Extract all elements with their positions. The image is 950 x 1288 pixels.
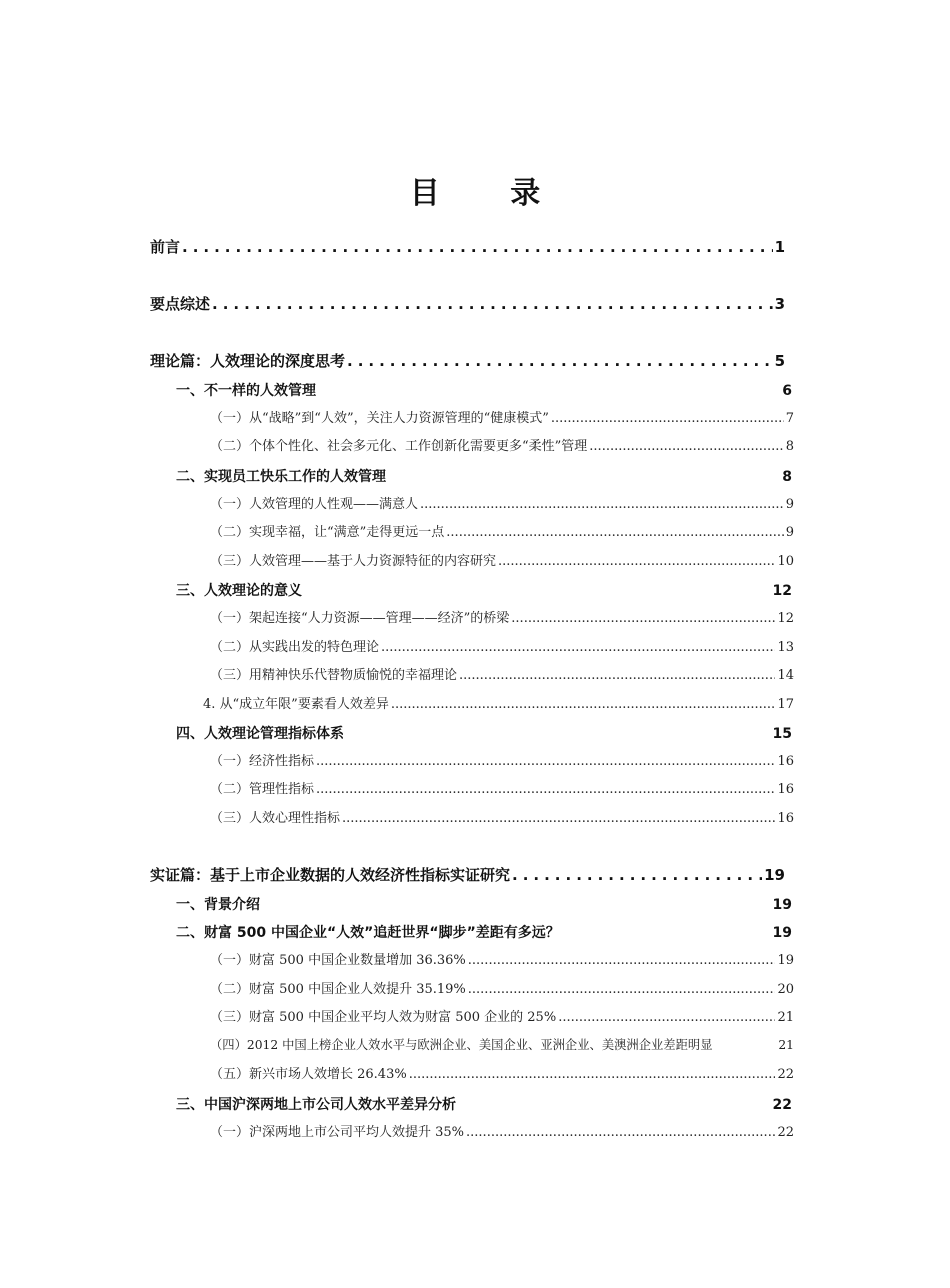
toc-entry-subsection[interactable] bbox=[210, 435, 794, 454]
toc-entry-label: 要点综述 bbox=[150, 295, 211, 313]
toc-page-number: 12 bbox=[777, 611, 794, 626]
toc-entry-label: 实证篇：基于上市企业数据的人效经济性指标实证研究 bbox=[150, 866, 511, 884]
leader-dots bbox=[409, 1067, 776, 1082]
toc-page-number: 19 bbox=[772, 925, 792, 941]
toc-page-number: 9 bbox=[785, 525, 794, 540]
toc-page-number: 3 bbox=[774, 295, 785, 313]
toc-entry-label: （三）财富 500 中国企业平均人效为财富 500 企业的 25% bbox=[210, 1010, 557, 1025]
leader-dots bbox=[420, 497, 784, 512]
toc-page-number: 9 bbox=[785, 497, 794, 512]
toc-page-number: 22 bbox=[777, 1125, 794, 1140]
leader-dots bbox=[551, 411, 784, 426]
toc-page-number: 21 bbox=[778, 1038, 794, 1052]
toc-entry-subsection[interactable] bbox=[210, 949, 794, 968]
toc-entry-label: （三）用精神快乐代替物质愉悦的幸福理论 bbox=[210, 668, 458, 683]
toc-page-number: 5 bbox=[774, 352, 785, 370]
toc-page-number: 14 bbox=[777, 668, 794, 683]
toc-page-number: 8 bbox=[782, 469, 792, 485]
toc-entry-label: 三、中国沪深两地上市公司人效水平差异分析 bbox=[176, 1097, 456, 1113]
toc-entry-label: （一）架起连接“人力资源——管理——经济”的桥梁 bbox=[210, 611, 510, 626]
leader-dots bbox=[212, 295, 773, 313]
toc-entry-subsection[interactable] bbox=[210, 521, 794, 540]
toc-entry-label: 一、不一样的人效管理 bbox=[176, 383, 316, 399]
toc-entry-subsection[interactable] bbox=[210, 607, 794, 626]
toc-page-number: 16 bbox=[777, 754, 794, 769]
toc-entry-preface[interactable] bbox=[150, 236, 785, 257]
toc-entry-subsection[interactable] bbox=[210, 636, 794, 655]
toc-entry-label: （二）从实践出发的特色理论 bbox=[210, 640, 380, 655]
toc-entry-label: （五）新兴市场人效增长 26.43% bbox=[210, 1067, 407, 1082]
leader-dots bbox=[468, 982, 776, 997]
toc-page-number: 15 bbox=[772, 726, 792, 742]
toc-page-number: 7 bbox=[785, 411, 794, 426]
toc-entry-label: 四、人效理论管理指标体系 bbox=[176, 726, 344, 742]
toc-entry-label: 二、实现员工快乐工作的人效管理 bbox=[176, 469, 386, 485]
toc-entry-subsection[interactable] bbox=[210, 978, 794, 997]
toc-page-number: 1 bbox=[774, 238, 785, 256]
toc-entry-subsection[interactable] bbox=[210, 1006, 794, 1025]
leader-dots bbox=[347, 352, 773, 370]
toc-entry-subsection[interactable] bbox=[210, 493, 794, 512]
toc-page-number: 20 bbox=[777, 982, 794, 997]
toc-page-number: 16 bbox=[777, 811, 794, 826]
leader-dots bbox=[342, 811, 775, 826]
toc-entry-label: （二）管理性指标 bbox=[210, 782, 315, 797]
toc-entry-section[interactable] bbox=[176, 380, 792, 400]
toc-entry-subsection[interactable] bbox=[210, 407, 794, 426]
toc-page-number: 19 bbox=[764, 866, 785, 884]
toc-page-number: 6 bbox=[782, 383, 792, 399]
toc-entry-subsection[interactable] bbox=[210, 1035, 794, 1053]
toc-entry-subsection[interactable] bbox=[210, 807, 794, 826]
toc-entry-section[interactable] bbox=[176, 1094, 792, 1114]
toc-entry-label: （四）2012 中国上榜企业人效水平与欧洲企业、美国企业、亚洲企业、美澳洲企业差距明显 bbox=[210, 1038, 713, 1052]
leader-dots bbox=[459, 668, 775, 683]
toc-entry-section[interactable] bbox=[176, 466, 792, 486]
toc-entry-subsection[interactable] bbox=[210, 550, 794, 569]
leader-dots bbox=[512, 866, 762, 884]
toc-entry-theory-part[interactable] bbox=[150, 350, 785, 371]
toc-entry-label: （一）财富 500 中国企业数量增加 36.36% bbox=[210, 953, 466, 968]
leader-dots bbox=[316, 782, 775, 797]
leader-dots bbox=[316, 754, 775, 769]
toc-page-number: 10 bbox=[777, 554, 794, 569]
toc-page-number: 8 bbox=[785, 439, 794, 454]
toc-page-number: 12 bbox=[772, 583, 792, 599]
toc-entry-label: 前言 bbox=[150, 238, 181, 256]
leader-dots bbox=[446, 525, 783, 540]
toc-entry-label: （二）实现幸福，让“满意”走得更远一点 bbox=[210, 525, 445, 540]
toc-entry-summary[interactable] bbox=[150, 293, 785, 314]
toc-entry-label: （三）人效管理——基于人力资源特征的内容研究 bbox=[210, 554, 497, 569]
toc-entry-section[interactable] bbox=[176, 723, 792, 743]
toc-page-number: 17 bbox=[777, 697, 794, 712]
toc-entry-section[interactable] bbox=[176, 580, 792, 600]
leader-dots bbox=[511, 611, 775, 626]
toc-entry-label: 一、背景介绍 bbox=[176, 897, 260, 913]
toc-entry-label: 二、财富 500 中国企业“人效”追赶世界“脚步”差距有多远？ bbox=[176, 925, 560, 941]
toc-entry-label: （二）个体个性化、社会多元化、工作创新化需要更多“柔性”管理 bbox=[210, 439, 588, 454]
toc-entry-label: （一）沪深两地上市公司平均人效提升 35% bbox=[210, 1125, 465, 1140]
toc-entry-subsection[interactable] bbox=[210, 750, 794, 769]
toc-page-number: 22 bbox=[777, 1067, 794, 1082]
toc-entry-subsection[interactable] bbox=[210, 778, 794, 797]
toc-page-number: 19 bbox=[777, 953, 794, 968]
toc-entry-subsection[interactable] bbox=[203, 693, 794, 712]
toc-page-number: 21 bbox=[777, 1010, 794, 1025]
toc-entry-label: 4. 从“成立年限”要素看人效差异 bbox=[203, 697, 389, 712]
toc-entry-subsection[interactable] bbox=[210, 1063, 794, 1082]
leader-dots bbox=[589, 439, 783, 454]
leader-dots bbox=[498, 554, 775, 569]
leader-dots bbox=[468, 953, 776, 968]
toc-entry-label: 理论篇：人效理论的深度思考 bbox=[150, 352, 346, 370]
toc-entry-empirical-part[interactable] bbox=[150, 864, 785, 885]
toc-page-number: 16 bbox=[777, 782, 794, 797]
leader-dots bbox=[391, 697, 776, 712]
toc-entry-label: （一）经济性指标 bbox=[210, 754, 315, 769]
toc-entry-label: （一）从“战略”到“人效”，关注人力资源管理的“健康模式” bbox=[210, 411, 549, 426]
toc-title: 目 录 bbox=[409, 176, 571, 211]
toc-page-number: 19 bbox=[772, 897, 792, 913]
leader-dots bbox=[466, 1125, 775, 1140]
toc-entry-label: （二）财富 500 中国企业人效提升 35.19% bbox=[210, 982, 466, 997]
toc-entry-section[interactable] bbox=[176, 922, 792, 942]
toc-page-number: 22 bbox=[772, 1097, 792, 1113]
toc-page-number: 13 bbox=[777, 640, 794, 655]
toc-entry-label: 三、人效理论的意义 bbox=[176, 583, 302, 599]
toc-entry-section[interactable] bbox=[176, 894, 792, 914]
leader-dots bbox=[381, 640, 775, 655]
toc-entry-subsection[interactable] bbox=[210, 1121, 794, 1140]
toc-entry-subsection[interactable] bbox=[210, 664, 794, 683]
leader-dots bbox=[558, 1010, 775, 1025]
toc-entry-label: （一）人效管理的人性观——满意人 bbox=[210, 497, 419, 512]
toc-entry-label: （三）人效心理性指标 bbox=[210, 811, 341, 826]
leader-dots bbox=[182, 238, 773, 256]
